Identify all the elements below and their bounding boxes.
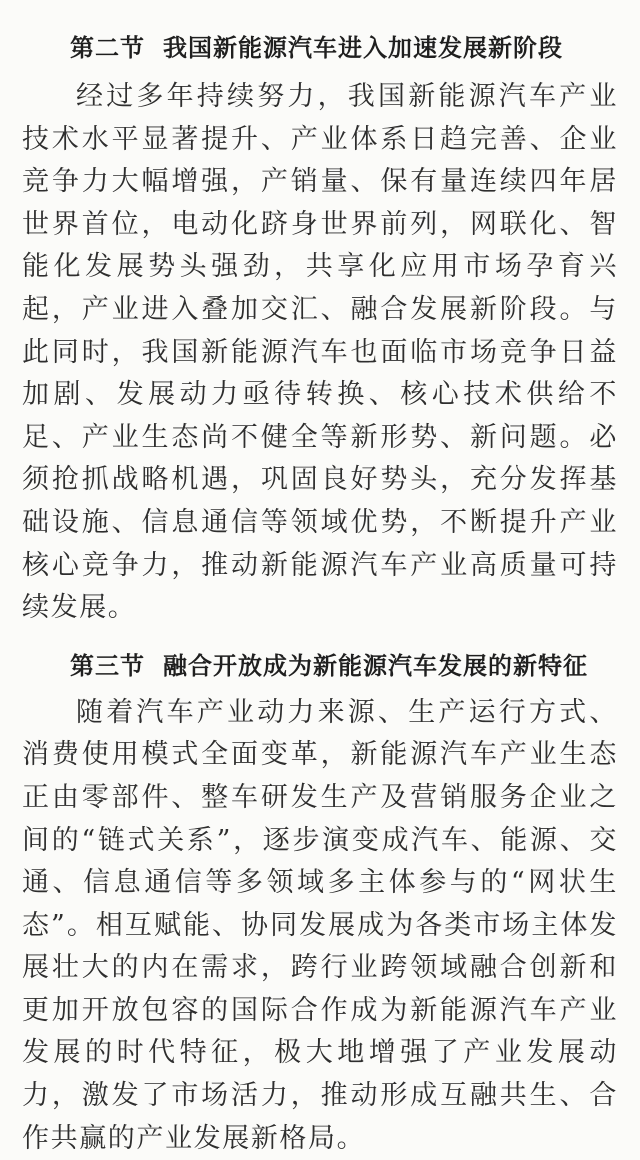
section-3-title: 融合开放成为新能源汽车发展的新特征 xyxy=(163,650,588,680)
section-3-paragraph: 随着汽车产业动力来源、生产运行方式、消费使用模式全面变革，新能源汽车产业生态正由零部件、整车研发生产及营销服务企业之间的“链式关系”，逐步演变成汽车、能源、交通、信息通信等多领域多主体参与的“网状生态”。相互赋能、协同发展成为各类市场主体发展壮大的内在需求，跨行业跨领域融合创新和更加开放包容的国际合作成为新能源汽车产业发展的时代特征，极大地增强了产业发展动力，激发了市场活力，推动形成互融共生、合作共赢的产业发展新格局。 xyxy=(22,696,618,1154)
section-3-number: 第三节 xyxy=(70,650,145,680)
section-3-heading xyxy=(22,644,618,688)
section-2-number: 第二节 xyxy=(70,33,145,62)
section-2-title: 我国新能源汽车进入加速发展新阶段 xyxy=(163,33,563,62)
section-2-paragraph: 经过多年持续努力，我国新能源汽车产业技术水平显著提升、产业体系日趋完善、企业竞争力大幅增强，产销量、保有量连续四年居世界首位，电动化跻身世界前列，网联化、智能化发展势头强劲，共享化应用市场孕育兴起，产业进入叠加交汇、融合发展新阶段。与此同时，我国新能源汽车也面临市场竞争日益加剧、发展动力亟待转换、核心技术供给不足、产业生态尚不健全等新形势、新问题。必须抢抓战略机遇，巩固良好势头，充分发挥基础设施、信息通信等领域优势，不断提升产业核心竞争力，推动新能源汽车产业高质量可持续发展。 xyxy=(22,81,618,624)
section-2-heading xyxy=(22,26,618,70)
